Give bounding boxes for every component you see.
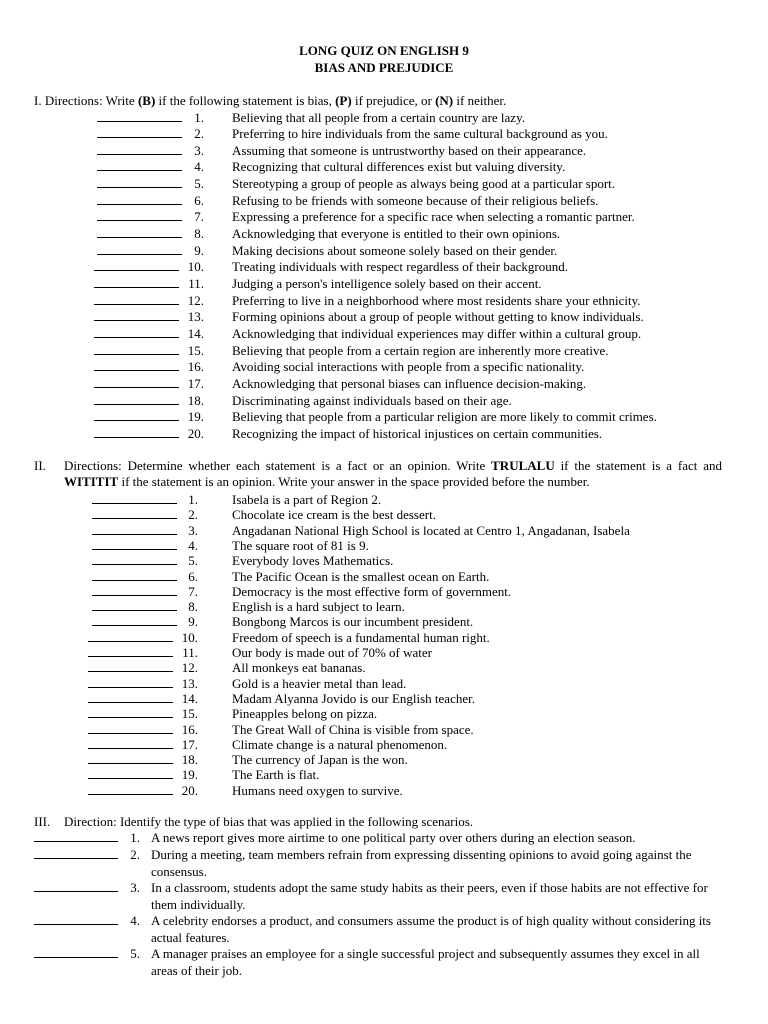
quiz-item [0, 913, 768, 945]
bias-code: (B) [137, 93, 156, 108]
section2-directions-suffix: if the statement is an opinion. Write your answer in the space provided before the number. [118, 474, 590, 489]
section3-directions-text: Direction: Identify the type of bias that was applied in the following scenarios. [64, 814, 474, 829]
item-number: 3. [194, 142, 204, 158]
item-text: Forming opinions about a group of people without getting to know individuals. [232, 309, 644, 325]
section2-directions-body [64, 458, 722, 490]
item-text: Angadanan National High School is located at Centro 1, Angadanan, Isabela [232, 522, 630, 538]
answer-blank[interactable] [88, 641, 173, 642]
item-text: The square root of 81 is 9. [232, 537, 369, 553]
quiz-item [0, 276, 768, 293]
item-text: Isabela is a part of Region 2. [232, 492, 382, 507]
fact-keyword: TRULALU [491, 458, 555, 473]
item-number: 6. [188, 568, 198, 584]
item-text: Bongbong Marcos is our incumbent president. [232, 614, 474, 630]
answer-blank[interactable] [94, 404, 179, 405]
item-text: Preferring to hire individuals from the same cultural background as you. [232, 126, 608, 142]
item-text: Discriminating against individuals based on their age. [232, 392, 512, 408]
answer-blank[interactable] [94, 320, 179, 321]
item-number: 10. [187, 259, 204, 275]
item-number: 18. [187, 392, 204, 408]
quiz-item [0, 126, 768, 143]
item-number: 9. [194, 242, 204, 258]
quiz-item [0, 193, 768, 210]
answer-blank[interactable] [88, 687, 173, 688]
item-number: 15. [181, 706, 198, 722]
item-text: Freedom of speech is a fundamental human right. [232, 629, 490, 645]
answer-blank[interactable] [94, 354, 179, 355]
item-number: 3. [130, 880, 140, 895]
neither-code: (N) [435, 93, 454, 108]
quiz-item [0, 783, 768, 800]
answer-blank[interactable] [88, 794, 173, 795]
quiz-item [0, 226, 768, 243]
item-text: A news report gives more airtime to one political party over others during an election season. [151, 830, 636, 845]
quiz-item [0, 359, 768, 376]
item-text: The Great Wall of China is visible from space. [232, 721, 474, 737]
item-text: Believing that people from a certain region are inherently more creative. [232, 342, 609, 358]
section2-directions-prefix: Directions: Determine whether each statement is a fact or an opinion. Write [64, 458, 492, 473]
item-text: Avoiding social interactions with people from a specific nationality. [232, 359, 585, 375]
item-number: 7. [194, 209, 204, 225]
item-text: The currency of Japan is the won. [232, 752, 408, 768]
item-number: 2. [188, 507, 198, 523]
answer-blank[interactable] [94, 370, 179, 371]
item-text: English is a hard subject to learn. [232, 599, 405, 615]
item-text: Chocolate ice cream is the best dessert. [232, 507, 436, 523]
quiz-item [0, 847, 768, 879]
item-text: All monkeys eat bananas. [232, 660, 366, 676]
item-number: 2. [130, 847, 140, 862]
item-number: 1. [194, 109, 204, 125]
item-number: 18. [181, 752, 198, 768]
answer-blank[interactable] [94, 387, 179, 388]
item-number: 4. [194, 159, 204, 175]
item-number: 16. [187, 359, 204, 375]
item-text: The Pacific Ocean is the smallest ocean on Earth. [232, 568, 490, 584]
quiz-item [0, 259, 768, 276]
item-number: 6. [194, 192, 204, 208]
item-number: 17. [181, 736, 198, 752]
item-number: 13. [187, 309, 204, 325]
section1-directions-mid2: if prejudice, or [351, 93, 436, 108]
section1-directions-mid1: if the following statement is bias, [155, 93, 336, 108]
item-number: 19. [181, 767, 198, 783]
section2-numeral: II. [34, 458, 46, 473]
item-text: Stereotyping a group of people as always being good at a particular sport. [232, 176, 616, 192]
quiz-item [0, 376, 768, 393]
quiz-item [0, 409, 768, 426]
section1-directions-prefix: I. Directions: Write [34, 93, 138, 108]
item-text: A manager praises an employee for a single successful project and subsequently assumes they excel in all areas of their job. [151, 946, 700, 978]
item-text: Everybody loves Mathematics. [232, 553, 394, 569]
quiz-title: LONG QUIZ ON ENGLISH 9 [299, 43, 469, 58]
item-text: Recognizing the impact of historical injustices on certain communities. [232, 425, 603, 441]
item-number: 3. [188, 522, 198, 538]
answer-blank[interactable] [88, 656, 173, 657]
quiz-item [0, 326, 768, 343]
item-text: Gold is a heavier metal than lead. [232, 675, 407, 691]
answer-blank[interactable] [88, 671, 173, 672]
answer-blank[interactable] [88, 702, 173, 703]
answer-blank[interactable] [88, 717, 173, 718]
quiz-item [0, 343, 768, 360]
item-number: 9. [188, 614, 198, 630]
item-text: Humans need oxygen to survive. [232, 782, 403, 798]
prejudice-code: (P) [335, 93, 352, 108]
item-number: 19. [187, 409, 204, 425]
item-text: During a meeting, team members refrain from expressing dissenting opinions to avoid going against the consensus. [151, 847, 692, 879]
item-text: Pineapples belong on pizza. [232, 706, 378, 722]
answer-blank[interactable] [94, 270, 179, 271]
item-number: 8. [194, 226, 204, 242]
item-text: Treating individuals with respect regardless of their background. [232, 259, 568, 275]
quiz-item [0, 830, 768, 847]
item-number: 1. [188, 492, 198, 507]
answer-blank[interactable] [94, 304, 179, 305]
item-number: 12. [187, 292, 204, 308]
item-text: In a classroom, students adopt the same study habits as their peers, even if those habits are not effective for them individually. [151, 880, 708, 912]
item-number: 14. [181, 690, 198, 706]
item-number: 10. [181, 629, 198, 645]
quiz-item [0, 243, 768, 260]
item-text: Acknowledging that everyone is entitled to their own opinions. [232, 226, 561, 242]
item-number: 4. [188, 537, 198, 553]
section3-numeral: III. [34, 814, 51, 829]
item-text: Preferring to live in a neighborhood where most residents share your ethnicity. [232, 292, 641, 308]
quiz-item [0, 176, 768, 193]
opinion-keyword: WITITIT [64, 474, 119, 489]
answer-blank[interactable] [88, 733, 173, 734]
quiz-item [0, 159, 768, 176]
item-number: 4. [130, 913, 140, 928]
item-number: 20. [187, 425, 204, 441]
answer-blank[interactable] [94, 287, 179, 288]
quiz-item [0, 293, 768, 310]
item-number: 11. [182, 645, 198, 660]
item-text: Expressing a preference for a specific race when selecting a romantic partner. [232, 209, 635, 225]
answer-blank[interactable] [94, 437, 179, 438]
item-number: 14. [187, 325, 204, 341]
quiz-item [0, 426, 768, 443]
item-text: Democracy is the most effective form of government. [232, 583, 512, 599]
quiz-item [0, 110, 768, 127]
item-text: Acknowledging that individual experiences may differ within a cultural group. [232, 325, 642, 341]
item-number: 5. [194, 176, 204, 192]
section1-directions [34, 93, 734, 109]
quiz-item [0, 393, 768, 410]
item-text: Making decisions about someone solely based on their gender. [232, 242, 558, 258]
item-text: Believing that people from a particular religion are more likely to commit crimes. [232, 409, 657, 425]
item-number: 8. [188, 599, 198, 615]
item-text: Judging a person's intelligence solely based on their accent. [232, 276, 542, 291]
section2-directions-mid: if the statement is a fact and [554, 458, 722, 473]
quiz-item [0, 946, 768, 978]
quiz-item [0, 143, 768, 160]
section1-directions-suffix: if neither. [453, 93, 507, 108]
item-text: The Earth is flat. [232, 767, 320, 783]
item-number: 12. [181, 660, 198, 676]
item-number: 1. [130, 830, 140, 845]
item-text: A celebrity endorses a product, and consumers assume the product is of high quality without considering its actual features. [151, 913, 711, 945]
answer-blank[interactable] [88, 778, 173, 779]
item-text: Climate change is a natural phenomenon. [232, 736, 448, 752]
answer-blank[interactable] [94, 420, 179, 421]
item-number: 5. [130, 946, 140, 961]
item-text: Believing that all people from a certain country are lazy. [232, 109, 525, 125]
item-text: Refusing to be friends with someone because of their religious beliefs. [232, 192, 599, 208]
quiz-item [0, 880, 768, 912]
quiz-subtitle: BIAS AND PREJUDICE [314, 60, 454, 75]
answer-blank[interactable] [88, 748, 173, 749]
item-number: 2. [194, 126, 204, 142]
item-text: Acknowledging that personal biases can influence decision-making. [232, 375, 587, 391]
item-number: 7. [188, 583, 198, 599]
item-text: Our body is made out of 70% of water [232, 645, 433, 660]
quiz-item [0, 309, 768, 326]
item-text: Assuming that someone is untrustworthy based on their appearance. [232, 142, 587, 158]
item-number: 20. [181, 782, 198, 798]
answer-blank[interactable] [94, 337, 179, 338]
item-number: 16. [181, 721, 198, 737]
item-number: 13. [181, 675, 198, 691]
item-text: Recognizing that cultural differences exist but valuing diversity. [232, 159, 566, 175]
answer-blank[interactable] [88, 763, 173, 764]
item-number: 11. [188, 276, 204, 291]
quiz-item [0, 209, 768, 226]
item-number: 17. [187, 375, 204, 391]
item-number: 15. [187, 342, 204, 358]
item-number: 5. [188, 553, 198, 569]
item-text: Madam Alyanna Jovido is our English teacher. [232, 690, 475, 706]
